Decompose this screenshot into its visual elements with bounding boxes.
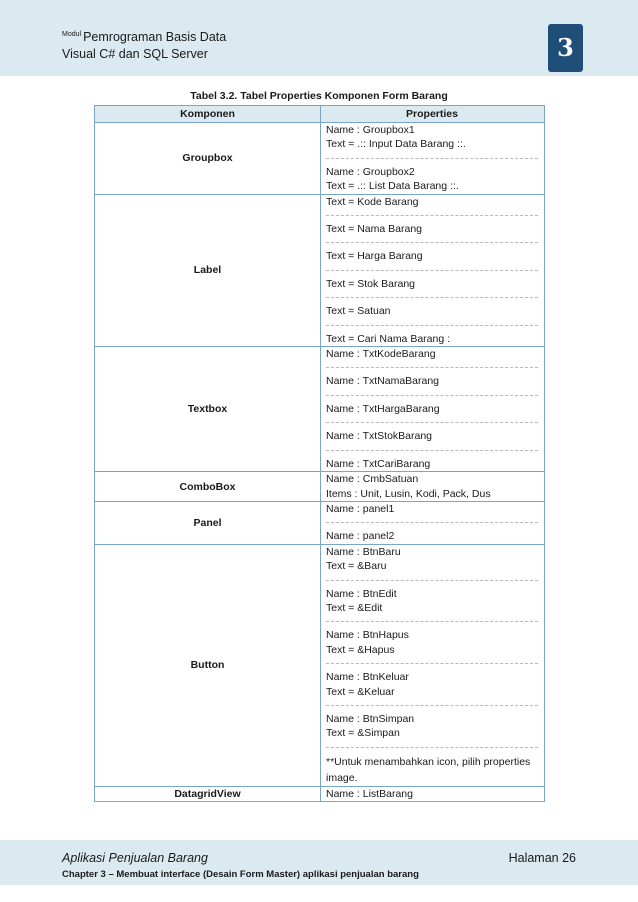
property-line: Name : Groupbox1 xyxy=(326,124,415,136)
footer-chapter: Chapter 3 – Membuat interface (Desain Form Master) aplikasi penjualan barang xyxy=(62,869,419,880)
property-line: Name : panel1 xyxy=(326,502,395,515)
property-line: Name : TxtKodeBarang xyxy=(326,348,436,361)
dashed-separator xyxy=(326,580,538,581)
table-row xyxy=(95,471,544,501)
component-name: ComboBox xyxy=(95,472,321,501)
property-group xyxy=(326,332,538,346)
table-row xyxy=(95,786,544,801)
property-line: Name : TxtNamaBarang xyxy=(326,375,440,388)
property-group xyxy=(326,347,538,361)
table-row xyxy=(95,501,544,544)
property-line: Name : panel2 xyxy=(326,530,395,543)
dashed-separator xyxy=(326,270,538,271)
property-line: Text = Satuan xyxy=(326,305,391,318)
dashed-separator xyxy=(326,367,538,368)
property-group xyxy=(326,429,538,443)
property-group xyxy=(326,457,538,471)
dashed-separator xyxy=(326,705,538,706)
table-row xyxy=(95,194,544,346)
property-line: Text = &Simpan xyxy=(326,727,400,740)
page-header xyxy=(0,0,638,76)
dashed-separator xyxy=(326,297,538,298)
component-name: Groupbox xyxy=(95,123,321,194)
property-line: Name : BtnSimpan xyxy=(326,712,415,725)
property-group xyxy=(326,249,538,263)
table-row xyxy=(95,346,544,471)
property-line: Text = Cari Nama Barang : xyxy=(326,332,451,345)
property-line: Name : BtnKeluar xyxy=(326,671,409,684)
property-group xyxy=(326,628,538,657)
property-line: Text = &Baru xyxy=(326,560,387,573)
dashed-separator xyxy=(326,450,538,451)
table-header-row xyxy=(95,106,544,122)
dashed-separator xyxy=(326,422,538,423)
property-group xyxy=(326,374,538,388)
property-group xyxy=(326,472,538,501)
property-line: Name : Groupbox2 xyxy=(326,165,415,178)
module-title xyxy=(62,30,226,44)
component-properties xyxy=(321,787,544,801)
property-line: Name : TxtCariBarang xyxy=(326,457,431,470)
component-name: Textbox xyxy=(95,347,321,471)
header-component: Komponen xyxy=(95,106,321,122)
property-group xyxy=(326,304,538,318)
modul-label: Modul xyxy=(62,31,82,38)
property-group xyxy=(326,787,538,801)
property-line: Text = Kode Barang xyxy=(326,195,419,208)
property-group xyxy=(326,712,538,741)
component-properties xyxy=(321,472,544,501)
component-name: Label xyxy=(95,195,321,346)
property-group xyxy=(326,587,538,616)
dashed-separator xyxy=(326,395,538,396)
dashed-separator xyxy=(326,158,538,159)
property-group xyxy=(326,123,538,152)
property-group xyxy=(326,529,538,543)
property-line: Items : Unit, Lusin, Kodi, Pack, Dus xyxy=(326,487,491,500)
module-name: Pemrograman Basis Data xyxy=(83,30,227,44)
property-line: Text = Harga Barang xyxy=(326,250,423,263)
property-line: Text = &Hapus xyxy=(326,643,395,656)
table-row xyxy=(95,122,544,194)
header-properties: Properties xyxy=(406,108,458,120)
component-properties xyxy=(321,195,544,346)
property-group xyxy=(326,545,538,574)
property-line: Name : ListBarang xyxy=(326,787,413,800)
property-line: Name : TxtHargaBarang xyxy=(326,402,440,415)
table-row xyxy=(95,544,544,786)
properties-table xyxy=(94,105,545,802)
property-line: Text = .:: Input Data Barang ::. xyxy=(326,138,466,151)
dashed-separator xyxy=(326,747,538,748)
dashed-separator xyxy=(326,215,538,216)
component-properties xyxy=(321,545,544,786)
page-footer xyxy=(0,840,638,885)
component-properties xyxy=(321,123,544,194)
property-line: Text = &Keluar xyxy=(326,685,395,698)
component-name: Panel xyxy=(95,502,321,544)
property-line: Name : BtnHapus xyxy=(326,629,409,642)
dashed-separator xyxy=(326,621,538,622)
component-name: DatagridView xyxy=(95,787,321,801)
property-group xyxy=(326,195,538,209)
property-line: Text = &Edit xyxy=(326,601,383,614)
chapter-badge: 3 xyxy=(548,24,583,72)
dashed-separator xyxy=(326,522,538,523)
component-properties xyxy=(321,502,544,544)
page-number: Halaman 26 xyxy=(508,851,576,865)
property-note: **Untuk menambahkan icon, pilih properties image. xyxy=(326,755,531,784)
property-group xyxy=(326,670,538,699)
dashed-separator xyxy=(326,242,538,243)
property-group xyxy=(326,222,538,236)
property-group xyxy=(326,277,538,291)
property-line: Text = Nama Barang xyxy=(326,223,423,236)
property-group xyxy=(326,165,538,194)
property-line: Text = .:: List Data Barang ::. xyxy=(326,180,459,193)
property-line: Name : BtnBaru xyxy=(326,545,401,558)
table-caption: Tabel 3.2. Tabel Properties Komponen Form Barang xyxy=(190,90,448,102)
property-group xyxy=(326,502,538,516)
property-line: Name : BtnEdit xyxy=(326,587,397,600)
component-name: Button xyxy=(95,545,321,786)
footer-title: Aplikasi Penjualan Barang xyxy=(62,851,208,865)
property-line: Text = Stok Barang xyxy=(326,277,416,290)
module-subtitle: Visual C# dan SQL Server xyxy=(62,47,208,61)
dashed-separator xyxy=(326,663,538,664)
property-line: Name : TxtStokBarang xyxy=(326,430,433,443)
property-group xyxy=(326,402,538,416)
property-line: Name : CmbSatuan xyxy=(326,473,419,486)
dashed-separator xyxy=(326,325,538,326)
component-properties xyxy=(321,347,544,471)
